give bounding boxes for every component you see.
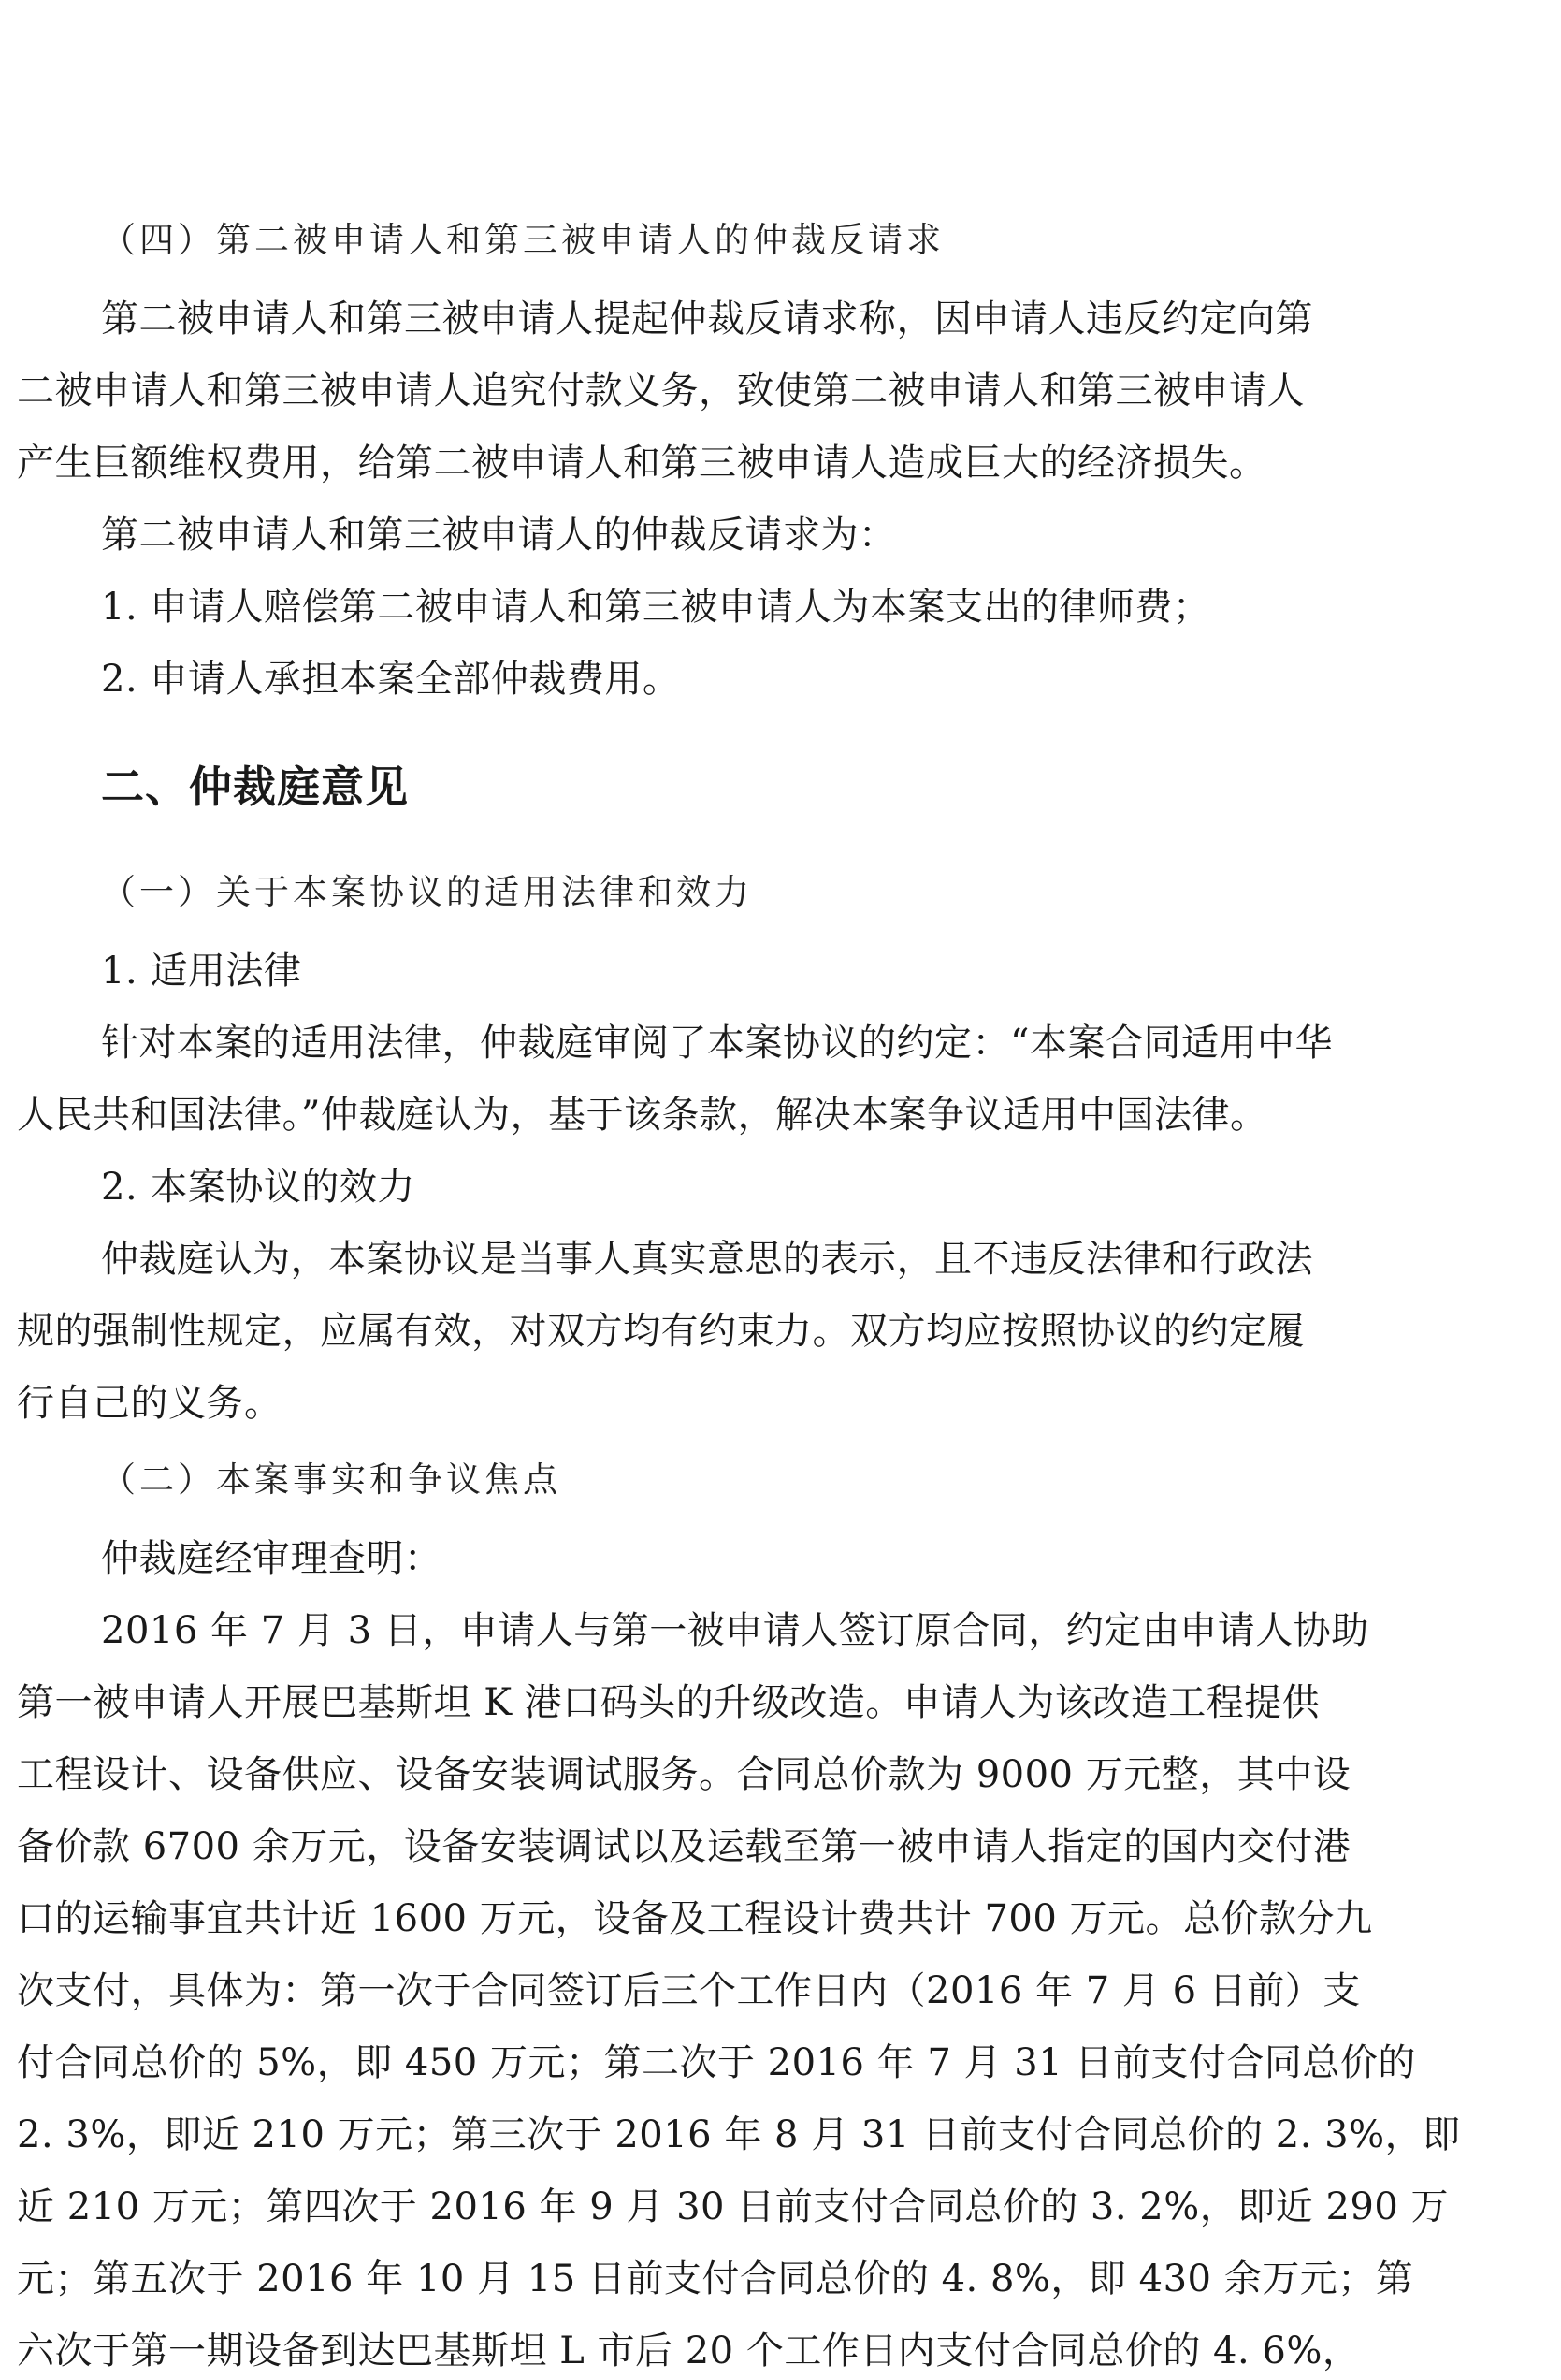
paragraph-line: 仲裁庭认为，本案协议是当事人真实意思的表示，且不违反法律和行政法 [101,1238,1313,1281]
paragraph-line: 近 210 万元；第四次于 2016 年 9 月 30 日前支付合同总价的 3. 2%，即近 290 万 [17,2185,1450,2228]
section-heading: （一）关于本案协议的适用法律和效力 [101,872,753,912]
paragraph-line: 针对本案的适用法律，仲裁庭审阅了本案协议的约定：“本案合同适用中华 [101,1022,1333,1065]
paragraph-line: 付合同总价的 5%，即 450 万元；第二次于 2016 年 7 月 31 日前支付合同总价的 [17,2041,1416,2084]
list-item: 2. 申请人承担本案全部仲裁费用。 [101,658,681,701]
paragraph-line: 第一被申请人开展巴基斯坦 K 港口码头的升级改造。申请人为该改造工程提供 [17,1681,1321,1724]
section-heading: （四）第二被申请人和第三被申请人的仲裁反请求 [101,220,945,260]
item-title: 1. 适用法律 [101,950,302,993]
paragraph-line: 工程设计、设备供应、设备安装调试服务。合同总价款为 9000 万元整，其中设 [17,1753,1351,1796]
paragraph-line: 第二被申请人和第三被申请人的仲裁反请求为： [101,514,897,557]
paragraph-line: 元；第五次于 2016 年 10 月 15 日前支付合同总价的 4. 8%，即 430 余万元；第 [17,2257,1414,2300]
paragraph-line: 备价款 6700 余万元，设备安装调试以及运载至第一被申请人指定的国内交付港 [17,1825,1351,1868]
paragraph-line: 2016 年 7 月 3 日，申请人与第一被申请人签订原合同，约定由申请人协助 [101,1609,1369,1652]
paragraph-line: 二被申请人和第三被申请人追究付款义务，致使第二被申请人和第三被申请人 [17,370,1305,413]
item-title: 2. 本案协议的效力 [101,1166,415,1209]
chapter-heading: 二、仲裁庭意见 [101,762,409,812]
paragraph-line: 2. 3%，即近 210 万元；第三次于 2016 年 8 月 31 日前支付合同总价的 2. 3%，即 [17,2113,1461,2156]
paragraph-line: 行自己的义务。 [17,1382,282,1425]
paragraph-line: 次支付，具体为：第一次于合同签订后三个工作日内（2016 年 7 月 6 日前）支 [17,1969,1361,2012]
paragraph-line: 第二被申请人和第三被申请人提起仲裁反请求称，因申请人违反约定向第 [101,298,1313,341]
paragraph-line: 仲裁庭经审理查明： [101,1537,442,1580]
paragraph-line: 口的运输事宜共计近 1600 万元，设备及工程设计费共计 700 万元。总价款分九 [17,1897,1373,1940]
paragraph-line: 人民共和国法律。”仲裁庭认为，基于该条款，解决本案争议适用中国法律。 [17,1094,1268,1137]
section-heading: （二）本案事实和争议焦点 [101,1459,561,1500]
list-item: 1. 申请人赔偿第二被申请人和第三被申请人为本案支出的律师费； [101,586,1211,629]
paragraph-line: 六次于第一期设备到达巴基斯坦 L 市后 20 个工作日内支付合同总价的 4. 6%， [17,2329,1361,2373]
paragraph-line: 规的强制性规定，应属有效，对双方均有约束力。双方均应按照协议的约定履 [17,1310,1305,1353]
paragraph-line: 产生巨额维权费用，给第二被申请人和第三被申请人造成巨大的经济损失。 [17,442,1267,485]
